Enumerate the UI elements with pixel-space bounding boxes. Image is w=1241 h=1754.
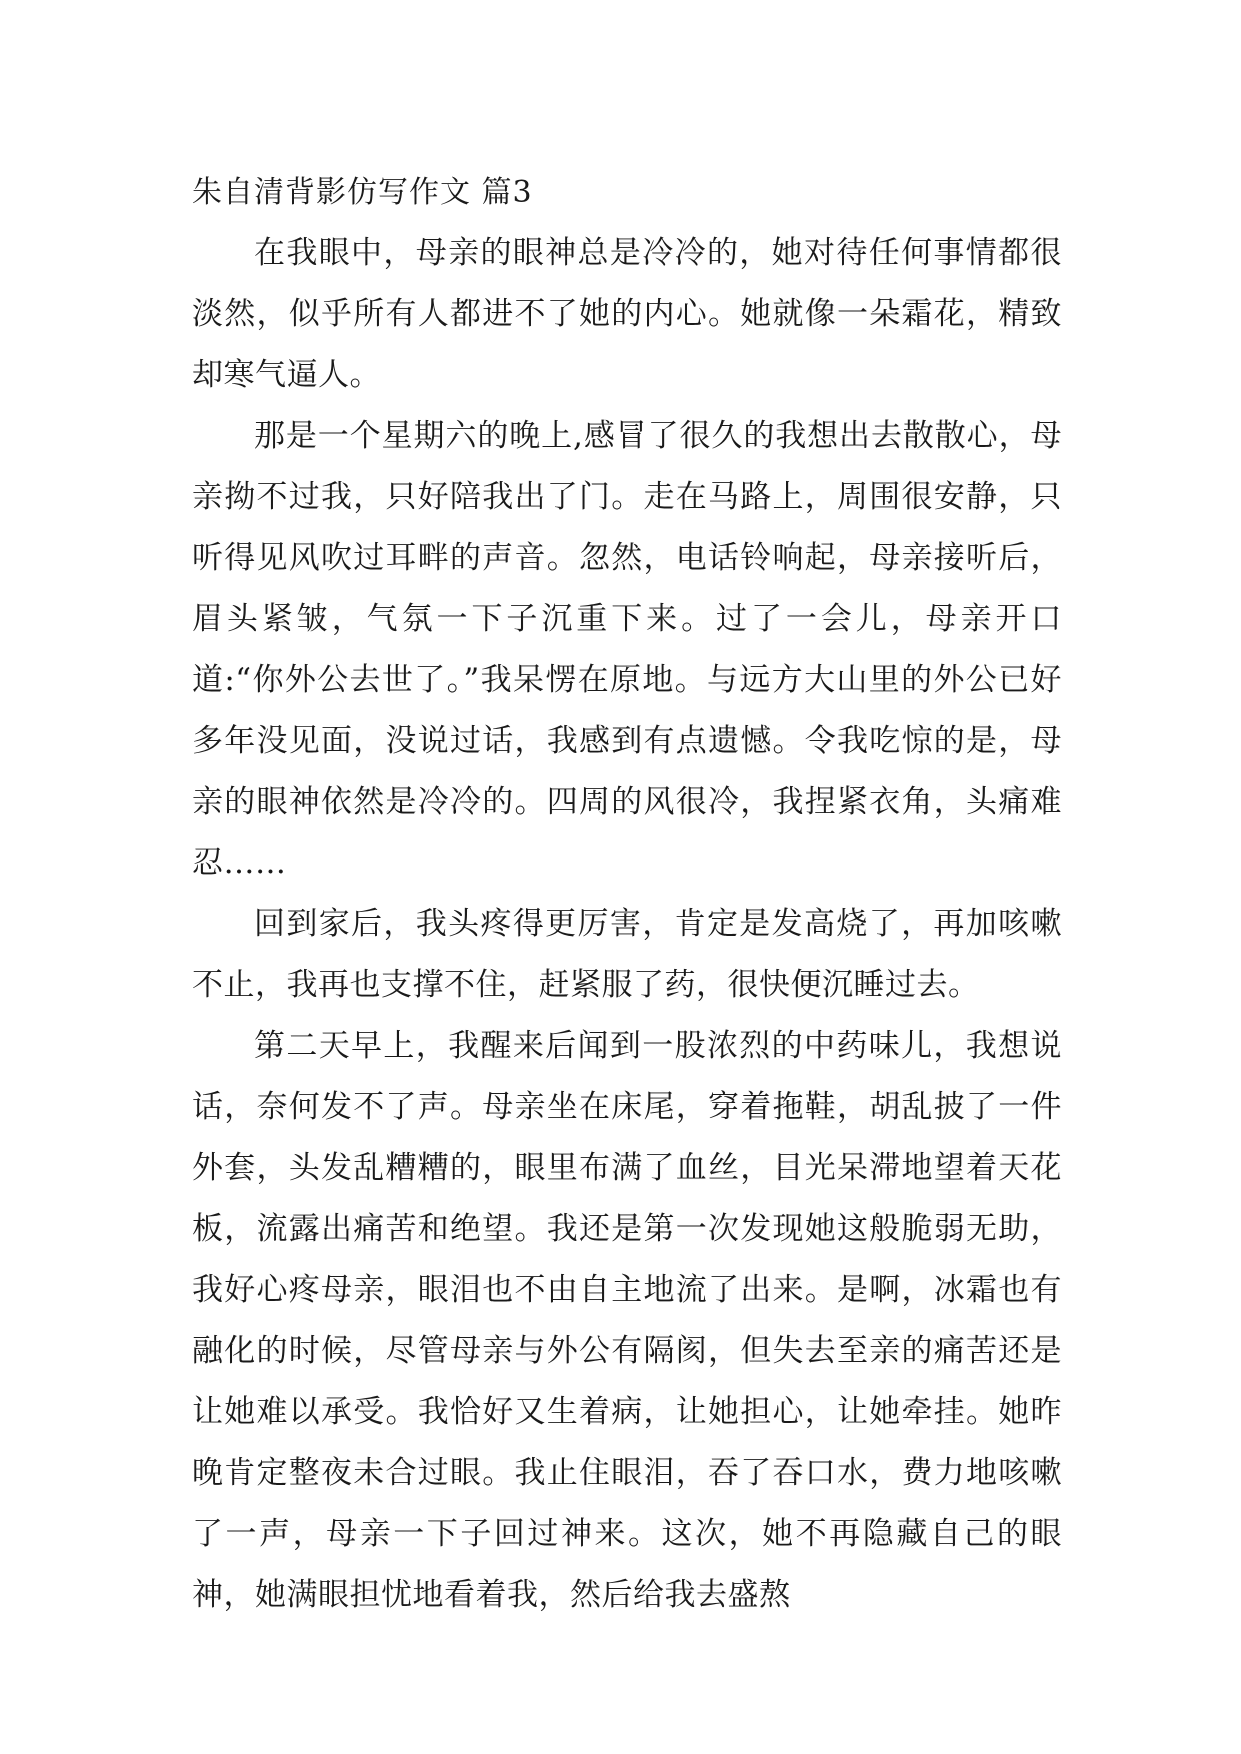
- document-body: [192, 162, 1062, 1626]
- paragraph-3: 回到家后，我头疼得更厉害，肯定是发高烧了，再加咳嗽不止，我再也支撑不住，赶紧服了药，很快便沉睡过去。: [192, 906, 1062, 1003]
- paragraph-2: 那是一个星期六的晚上,感冒了很久的我想出去散散心，母亲拗不过我，只好陪我出了门。走在马路上，周围很安静，只听得见风吹过耳畔的声音。忽然，电话铃响起，母亲接听后，眉头紧皱，气氛一下子沉重下来。过了一会儿，母亲开口道:“你外公去世了。”我呆愣在原地。与远方大山里的外公已好多年没见面，没说过话，我感到有点遗憾。令我吃惊的是，母亲的眼神依然是冷冷的。四周的风很冷，我捏紧衣角，头痛难忍……: [192, 418, 1062, 881]
- paragraph-4: 第二天早上，我醒来后闻到一股浓烈的中药味儿，我想说话，奈何发不了声。母亲坐在床尾，穿着拖鞋，胡乱披了一件外套，头发乱糟糟的，眼里布满了血丝，目光呆滞地望着天花板，流露出痛苦和绝望。我还是第一次发现她这般脆弱无助，我好心疼母亲，眼泪也不由自主地流了出来。是啊，冰霜也有融化的时候，尽管母亲与外公有隔阂，但失去至亲的痛苦还是让她难以承受。我恰好又生着病，让她担心，让她牵挂。她昨晚肯定整夜未合过眼。我止住眼泪，吞了吞口水，费力地咳嗽了一声，母亲一下子回过神来。这次，她不再隐藏自己的眼神，她满眼担忧地看着我，然后给我去盛熬: [192, 1028, 1062, 1613]
- document-title: 朱自清背影仿写作文 篇3: [192, 175, 533, 210]
- paragraph-1: 在我眼中，母亲的眼神总是冷冷的，她对待任何事情都很淡然，似乎所有人都进不了她的内心。她就像一朵霜花，精致却寒气逼人。: [192, 235, 1062, 393]
